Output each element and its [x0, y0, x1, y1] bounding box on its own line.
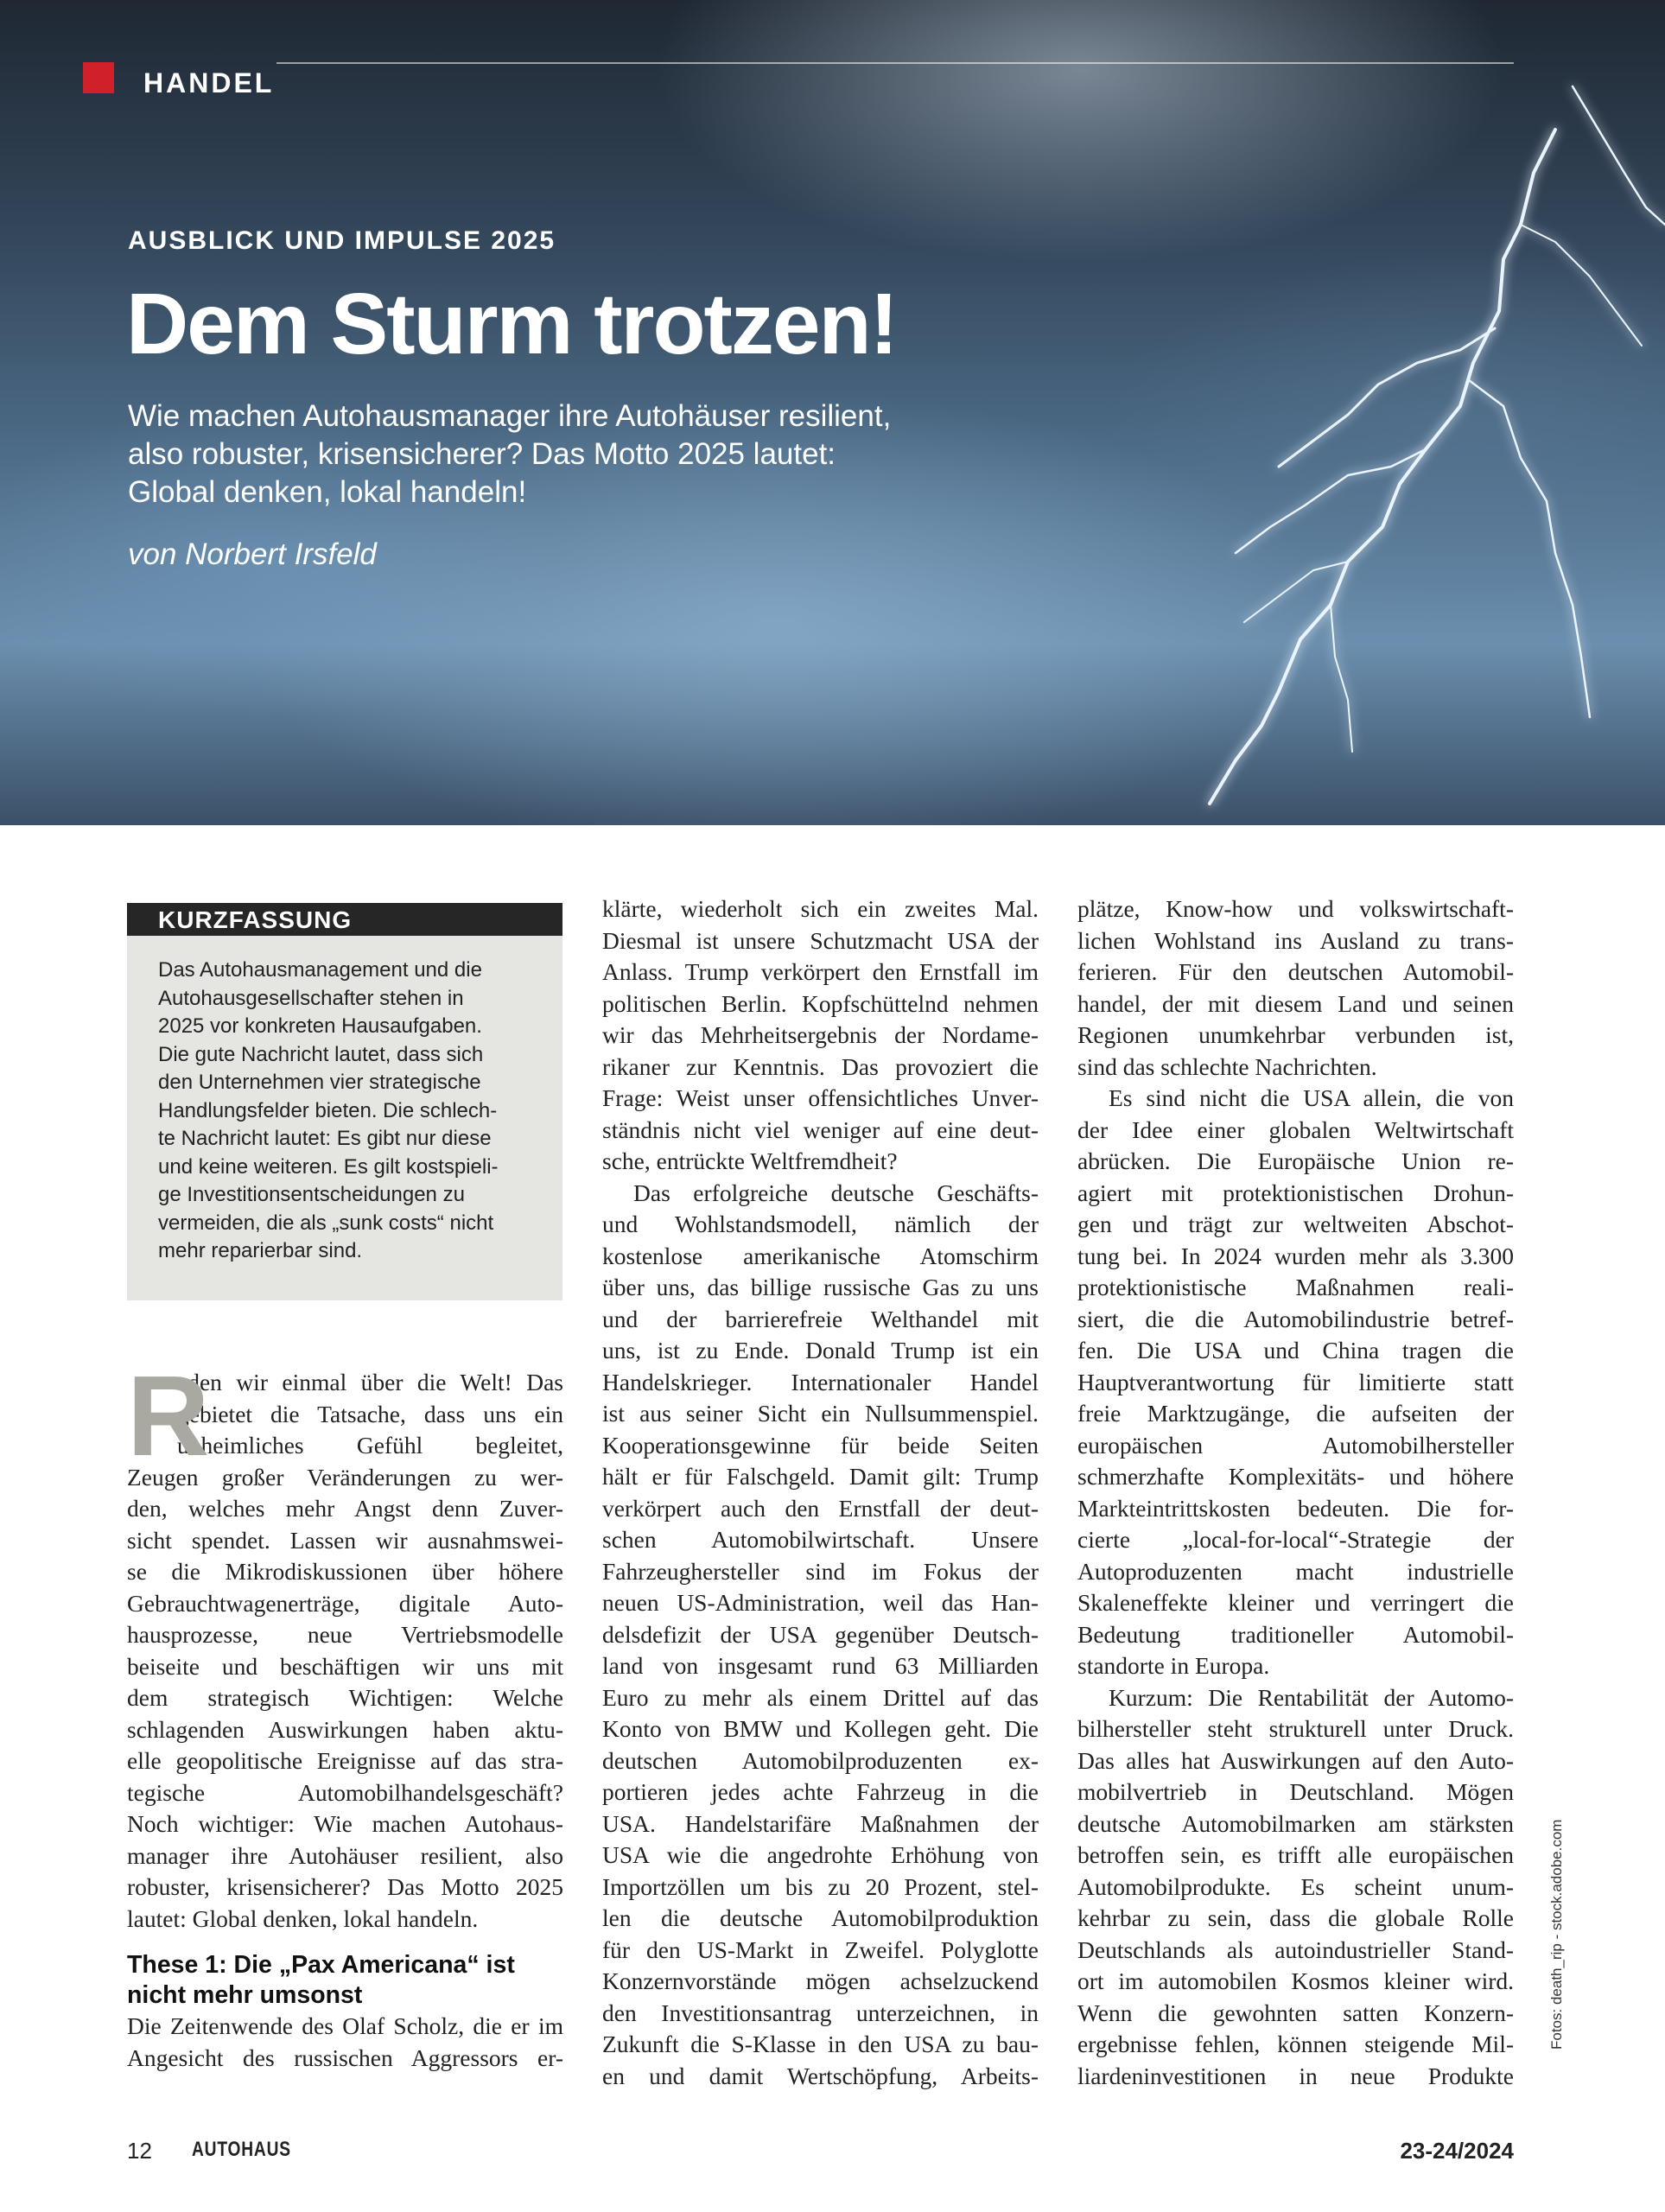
text-line: Skaleneffekte kleiner und verringert die: [1077, 1589, 1514, 1616]
header-rule: [276, 62, 1514, 64]
text-line: plätze, Know-how und volkswirtschaft-: [1077, 895, 1514, 922]
text-line: abrücken. Die Europäische Union re-: [1077, 1147, 1514, 1174]
text-line: delsdefizit der USA gegenüber Deutsch-: [602, 1620, 1039, 1648]
text-line: standorte in Europa.: [1077, 1652, 1270, 1679]
summary-line: Autohausgesellschafter stehen in: [158, 986, 464, 1010]
text-line: Die Zeitenwende des Olaf Scholz, die er im: [127, 2012, 563, 2039]
photo-credit: Fotos: death_rip - stock.adobe.com: [1548, 1819, 1565, 2050]
text-line: kehrbar zu sein, dass die globale Rolle: [1077, 1904, 1514, 1931]
text-line: handel, der mit diesem Land und seinen: [1077, 989, 1514, 1017]
subhead-line: These 1: Die „Pax Americana“ ist: [127, 1951, 515, 1979]
text-line: über uns, das billige russische Gas zu uns: [602, 1274, 1039, 1300]
text-line: manager ihre Autohäuser resilient, also: [127, 1841, 563, 1869]
text-line: ferieren. Für den deutschen Automobil-: [1077, 958, 1514, 985]
text-line: Bedeutung traditioneller Automobil-: [1077, 1620, 1514, 1648]
summary-line: vermeiden, die als „sunk costs“ nicht: [158, 1211, 494, 1235]
text-line: Zeugen großer Veränderungen zu wer-: [127, 1463, 563, 1491]
text-line: der Idee einer globalen Weltwirtschaft: [1077, 1116, 1514, 1143]
summary-title: KURZFASSUNG: [158, 906, 353, 933]
text-line: fen. Die USA und China tragen die: [1077, 1337, 1514, 1363]
drop-cap: R: [127, 1352, 210, 1479]
text-line: elle geopolitische Ereignisse auf das stra-: [127, 1747, 563, 1774]
text-line: USA. Handelstarifäre Maßnahmen der: [602, 1809, 1039, 1837]
text-line: Hauptverantwortung für limitierte statt: [1077, 1368, 1514, 1395]
text-line: en und damit Wertschöpfung, Arbeits-: [602, 2062, 1039, 2089]
text-line: Deutschlands als autoindustrieller Stand-: [1077, 1936, 1514, 1963]
headline: Dem Sturm trotzen!: [126, 276, 897, 372]
hero-image: [0, 0, 1665, 825]
text-line: lautet: Global denken, lokal handeln.: [127, 1904, 479, 1932]
text-line: sind das schlechte Nachrichten.: [1077, 1052, 1377, 1080]
summary-line: Handlungsfelder bieten. Die schlech-: [158, 1098, 498, 1122]
text-line: dem strategisch Wichtigen: Welche: [127, 1684, 563, 1711]
article-column-3: [1077, 893, 1514, 2092]
text-line: Handelskrieger. Internationaler Handel: [602, 1368, 1039, 1395]
text-line: lichen Wohlstand ins Ausland zu trans-: [1077, 926, 1514, 954]
summary-box: [127, 903, 562, 1300]
text-line: Noch wichtiger: Wie machen Autohaus-: [127, 1810, 563, 1837]
summary-line: den Unternehmen vier strategische: [158, 1071, 481, 1094]
text-line: Diesmal ist unsere Schutzmacht USA der: [602, 926, 1039, 954]
text-line: den, welches mehr Angst denn Zuver-: [127, 1495, 563, 1522]
text-line: und der barrierefreie Welthandel mit: [602, 1305, 1039, 1332]
text-line: len die deutsche Automobilproduktion: [602, 1904, 1039, 1931]
text-line: politischen Berlin. Kopfschüttelnd nehmen: [602, 989, 1039, 1017]
text-line: ist aus seiner Sicht ein Nullsummenspiel.: [602, 1400, 1039, 1427]
text-line: Konto von BMW und Kollegen geht. Die: [602, 1715, 1039, 1742]
text-line: Anlass. Trump verkörpert den Ernstfall im: [602, 958, 1039, 985]
section-marker: [83, 62, 114, 93]
text-line: schlagenden Auswirkungen haben aktu-: [127, 1715, 563, 1743]
summary-line: ge Investitionsentscheidungen zu: [158, 1183, 465, 1206]
text-line: mobilvertrieb in Deutschland. Mögen: [1077, 1778, 1514, 1805]
text-line: rikaner zur Kenntnis. Das provoziert die: [602, 1052, 1039, 1080]
text-line: agiert mit protektionistischen Drohun-: [1077, 1179, 1514, 1206]
text-line: Regionen unumkehrbar verbunden ist,: [1077, 1021, 1514, 1048]
text-line: verkörpert auch den Ernstfall der deut-: [602, 1494, 1039, 1522]
byline: von Norbert Irsfeld: [128, 537, 377, 571]
paragraph: [127, 2011, 563, 2074]
summary-line: mehr reparierbar sind.: [158, 1239, 363, 1262]
text-line: klärte, wiederholt sich ein zweites Mal.: [602, 895, 1039, 922]
text-line: uns, ist zu Ende. Donald Trump ist ein: [602, 1337, 1039, 1363]
text-line: bilhersteller steht strukturell unter Druck.: [1077, 1715, 1514, 1742]
summary-line: und keine weiteren. Es gilt kostspieli-: [158, 1154, 499, 1179]
section-label: HANDEL: [143, 67, 275, 99]
text-line: siert, die die Automobilindustrie betref-: [1077, 1305, 1514, 1332]
text-line: beiseite und beschäftigen wir uns mit: [127, 1652, 563, 1680]
subhead: [127, 1950, 563, 2011]
summary-line: te Nachricht lautet: Es gibt nur diese: [158, 1127, 492, 1150]
issue-number: 23-24/2024: [1400, 2138, 1514, 2164]
summary-line: Die gute Nachricht lautet, dass sich: [158, 1042, 484, 1066]
lead-text: [128, 397, 992, 512]
text-line: sicht spendet. Lassen wir ausnahmswei-: [127, 1526, 563, 1554]
text-line: ergebnisse fehlen, können steigende Mil-: [1077, 2031, 1514, 2057]
kicker: AUSBLICK UND IMPULSE 2025: [128, 226, 556, 255]
text-line: Es sind nicht die USA allein, die von: [1109, 1084, 1514, 1111]
text-line: ort im automobilen Kosmos kleiner wird.: [1077, 1967, 1514, 1994]
text-line: hausprozesse, neue Vertriebsmodelle: [127, 1621, 563, 1648]
page-number: 12: [127, 2138, 152, 2164]
summary-header: [127, 903, 562, 936]
lead-line: also robuster, krisensicherer? Das Motto 2025 lautet:: [128, 437, 836, 471]
lead-line: Global denken, lokal handeln!: [128, 475, 527, 509]
text-line: Angesicht des russischen Aggressors er-: [127, 2044, 563, 2071]
text-line: eden wir einmal über die Welt! Das: [177, 1369, 563, 1395]
text-line: tegische Automobilhandelsgeschäft?: [127, 1778, 563, 1806]
text-line: hält er für Falschgeld. Damit gilt: Trump: [602, 1463, 1039, 1490]
text-line: Das alles hat Auswirkungen auf den Auto-: [1077, 1746, 1514, 1774]
text-line: Konzernvorstände mögen achselzuckend: [602, 1967, 1039, 1994]
text-line: schmerzhafte Komplexitäts- und höhere: [1077, 1463, 1514, 1490]
text-line: liardeninvestitionen in neue Produkte: [1077, 2062, 1514, 2089]
text-line: europäischen Automobilhersteller: [1077, 1431, 1514, 1459]
text-line: schen Automobilwirtschaft. Unsere: [602, 1526, 1039, 1553]
text-line: gebietet die Tatsache, dass uns ein: [177, 1400, 563, 1427]
text-line: USA wie die angedrohte Erhöhung von: [602, 1841, 1039, 1868]
text-line: protektionistische Maßnahmen reali-: [1077, 1274, 1514, 1300]
text-line: land von insgesamt rund 63 Milliarden: [602, 1652, 1039, 1679]
magazine-brand: AUTOHAUS: [192, 2138, 291, 2161]
text-line: betroffen sein, es trifft alle europäischen: [1077, 1841, 1514, 1868]
text-line: freie Marktzugänge, die aufseiten der: [1077, 1400, 1514, 1427]
text-line: kostenlose amerikanische Atomschirm: [602, 1242, 1039, 1269]
text-line: neuen US-Administration, weil das Han-: [602, 1589, 1039, 1616]
text-line: robuster, krisensicherer? Das Motto 2025: [127, 1873, 563, 1900]
text-line: Importzöllen um bis zu 20 Prozent, stel-: [602, 1872, 1039, 1900]
text-line: tung bei. In 2024 wurden mehr als 3.300: [1077, 1242, 1514, 1269]
text-line: Markteintrittskosten bedeuten. Die for-: [1077, 1494, 1514, 1522]
text-line: und Wohlstandsmodell, nämlich der: [602, 1211, 1039, 1237]
summary-line: 2025 vor konkreten Hausaufgaben.: [158, 1014, 482, 1038]
text-line: Zukunft die S-Klasse in den USA zu bau-: [602, 2031, 1039, 2057]
text-line: unheimliches Gefühl begleitet,: [177, 1432, 563, 1459]
article-column-1: [127, 1352, 563, 2074]
text-line: portieren jedes achte Fahrzeug in die: [602, 1778, 1039, 1805]
text-line: Autoproduzenten macht industrielle: [1077, 1557, 1514, 1585]
text-line: Fahrzeughersteller sind im Fokus der: [602, 1557, 1039, 1585]
text-line: den Investitionsantrag unterzeichnen, in: [602, 1999, 1039, 2026]
subhead-line: nicht mehr umsonst: [127, 1981, 363, 2009]
summary-line: Das Autohausmanagement und die: [158, 958, 482, 982]
text-line: Automobilprodukte. Es scheint unum-: [1077, 1872, 1514, 1900]
text-line: cierte „local-for-local“-Strategie der: [1077, 1526, 1514, 1553]
text-line: Euro zu mehr als einem Drittel auf das: [602, 1683, 1039, 1711]
text-line: wir das Mehrheitsergebnis der Nordame-: [602, 1021, 1039, 1048]
text-line: Frage: Weist unser offensichtliches Unver-: [602, 1084, 1039, 1111]
text-line: ständnis nicht viel weniger auf eine deut-: [602, 1116, 1039, 1143]
lead-line: Wie machen Autohausmanager ihre Autohäuser resilient,: [128, 399, 892, 433]
text-line: Das erfolgreiche deutsche Geschäfts-: [633, 1179, 1039, 1206]
text-line: deutschen Automobilproduzenten ex-: [602, 1746, 1039, 1774]
article-column-2: [602, 893, 1039, 2092]
text-line: für den US-Markt in Zweifel. Polyglotte: [602, 1936, 1039, 1963]
text-line: Wenn die gewohnten satten Konzern-: [1077, 1999, 1514, 2026]
text-line: deutsche Automobilmarken am stärksten: [1077, 1809, 1514, 1837]
text-line: se die Mikrodiskussionen über höhere: [127, 1558, 563, 1585]
text-line: gen und trägt zur weltweiten Abschot-: [1077, 1211, 1514, 1237]
text-line: Kooperationsgewinne für beide Seiten: [602, 1431, 1039, 1459]
text-line: Kurzum: Die Rentabilität der Automo-: [1109, 1683, 1514, 1711]
text-line: Gebrauchtwagenerträge, digitale Auto-: [127, 1589, 563, 1617]
text-line: sche, entrückte Weltfremdheit?: [602, 1147, 898, 1174]
summary-text: [158, 957, 538, 1266]
